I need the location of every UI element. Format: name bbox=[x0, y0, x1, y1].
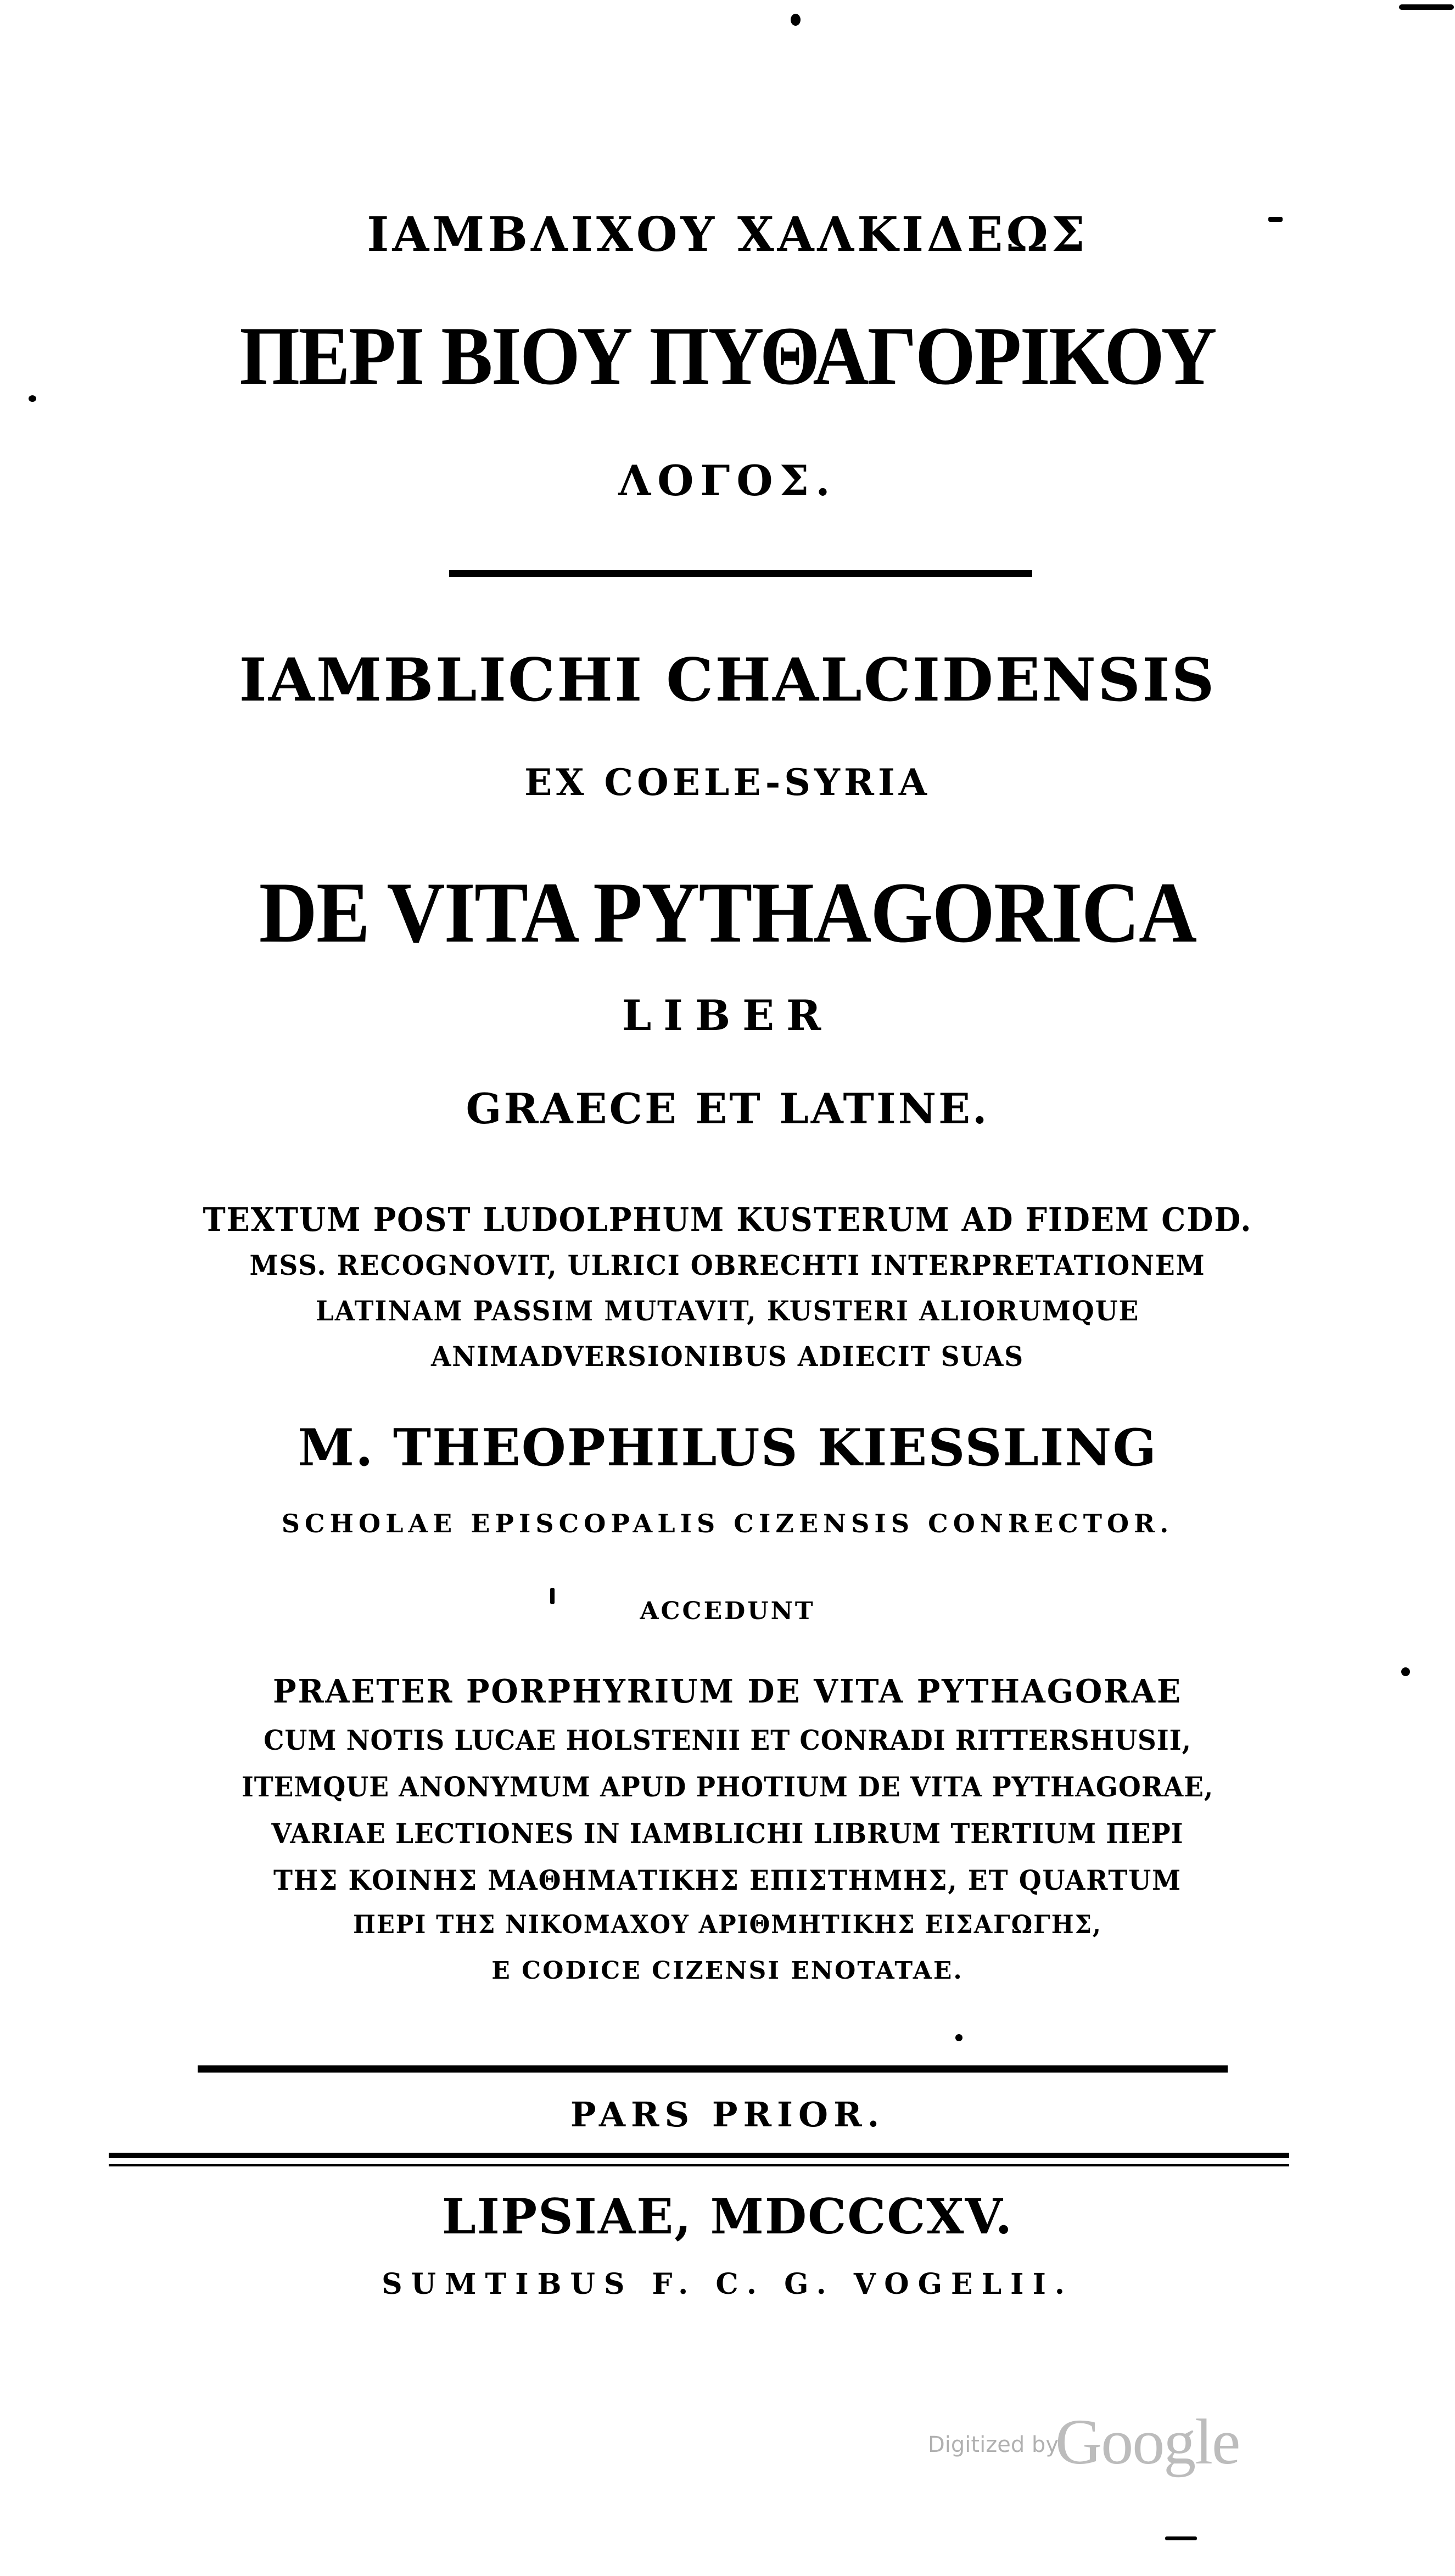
print-speck bbox=[791, 14, 801, 26]
accedunt-label: ACCEDUNT bbox=[640, 1597, 815, 1625]
print-speck bbox=[1268, 217, 1283, 222]
accedunt-line: ΤΗΣ ΚΟΙΝΗΣ ΜΑΘΗΜΑΤΙΚΗΣ ΕΠΙΣΤΗΜΗΣ, ET QUARTUM bbox=[273, 1864, 1182, 1896]
description-line: TEXTUM POST LUDOLPHUM KUSTERUM AD FIDEM CDD. bbox=[203, 1201, 1252, 1239]
print-speck bbox=[1401, 1667, 1410, 1676]
digitized-by-google-watermark bbox=[928, 2405, 1240, 2478]
watermark-small-text: Digitized by bbox=[928, 2432, 1059, 2457]
editor-name: M. THEOPHILUS KIESSLING bbox=[298, 1418, 1157, 1477]
greek-title: ΠΕΡΙ ΒΙΟΥ ΠΥΘΑΓΟΡΙΚΟΥ bbox=[239, 310, 1216, 402]
languages-line: GRAECE ET LATINE. bbox=[466, 1084, 989, 1133]
origin-line: EX COELE-SYRIA bbox=[524, 761, 931, 804]
print-speck bbox=[1399, 4, 1454, 10]
description-line: LATINAM PASSIM MUTAVIT, KUSTERI ALIORUMQUE bbox=[315, 1295, 1140, 1327]
middle-divider bbox=[198, 2065, 1228, 2073]
description-line: MSS. RECOGNOVIT, ULRICI OBRECHTI INTERPRETATIONEM bbox=[249, 1249, 1206, 1281]
latin-title: DE VITA PYTHAGORICA bbox=[259, 865, 1196, 961]
liber-line: LIBER bbox=[622, 991, 833, 1040]
accedunt-line: E CODICE CIZENSI ENOTATAE. bbox=[491, 1957, 964, 1985]
print-speck bbox=[955, 2034, 962, 2041]
print-speck bbox=[29, 395, 36, 402]
google-logo: Google bbox=[1055, 2406, 1240, 2478]
bottom-divider-thick bbox=[109, 2153, 1289, 2158]
accedunt-line: PRAETER PORPHYRIUM DE VITA PYTHAGORAE bbox=[272, 1672, 1183, 1710]
accedunt-line: ΠΕΡΙ ΤΗΣ ΝΙΚΟΜΑΧΟΥ ΑΡΙΘΜΗΤΙΚΗΣ ΕΙΣΑΓΩΓΗΣ, bbox=[353, 1909, 1102, 1939]
greek-author: ΙΑΜΒΛΙΧΟΥ ΧΑΛΚΙΔΕΩΣ bbox=[367, 207, 1088, 262]
top-divider bbox=[449, 570, 1032, 577]
editor-role: SCHOLAE EPISCOPALIS CIZENSIS CONRECTOR. bbox=[281, 1509, 1174, 1538]
description-line: ANIMADVERSIONIBUS ADIECIT SUAS bbox=[430, 1340, 1025, 1373]
accedunt-line: VARIAE LECTIONES IN IAMBLICHI LIBRUM TERTIUM ΠΕΡΙ bbox=[271, 1817, 1184, 1850]
print-speck bbox=[550, 1588, 555, 1604]
latin-author: IAMBLICHI CHALCIDENSIS bbox=[239, 646, 1216, 715]
accedunt-line: ITEMQUE ANONYMUM APUD PHOTIUM DE VITA PYTHAGORAE, bbox=[241, 1771, 1214, 1803]
bottom-divider-thin bbox=[109, 2164, 1289, 2166]
imprint-place-year: LIPSIAE, MDCCCXV. bbox=[441, 2188, 1014, 2245]
part-label: PARS PRIOR. bbox=[570, 2095, 885, 2135]
print-speck bbox=[1165, 2536, 1197, 2540]
greek-logos: ΛΟΓΟΣ. bbox=[618, 456, 837, 505]
accedunt-line: CUM NOTIS LUCAE HOLSTENII ET CONRADI RITTERSHUSII, bbox=[264, 1724, 1191, 1756]
publisher-line: SUMTIBUS F. C. G. VOGELII. bbox=[382, 2267, 1073, 2301]
